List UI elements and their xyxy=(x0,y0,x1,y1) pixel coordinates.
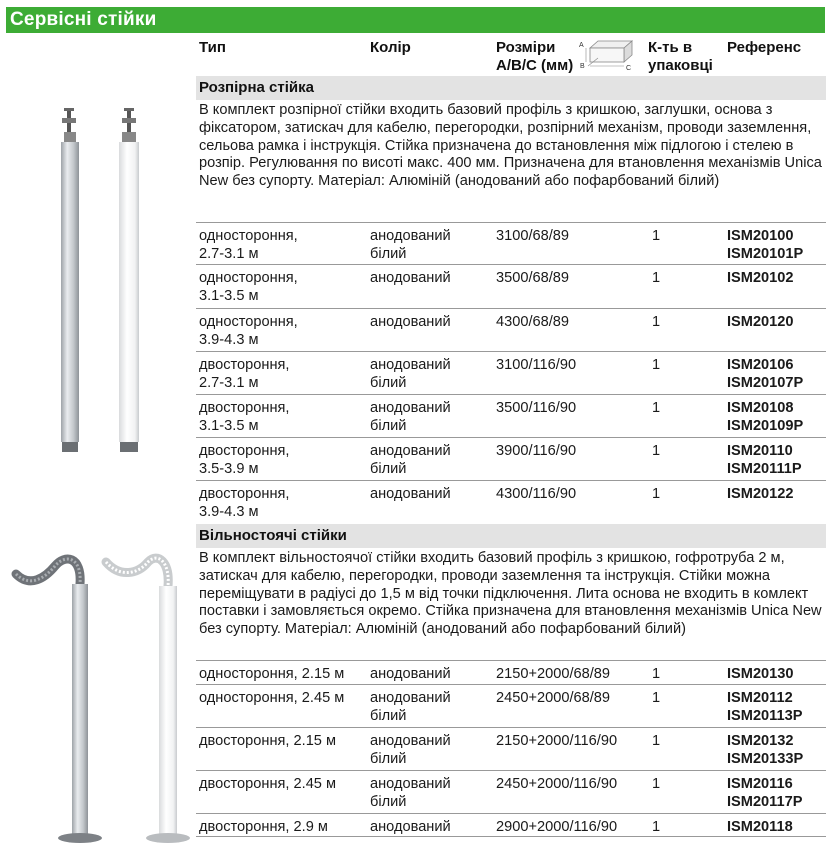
section-title-bar xyxy=(196,524,826,548)
cell-qty-line1: 1 xyxy=(652,443,661,459)
table-row xyxy=(196,684,826,728)
cell-type-line1: одностороння, xyxy=(199,228,298,244)
cell-qty-line1: 1 xyxy=(652,314,661,330)
cell-ref xyxy=(727,733,827,769)
white-freestanding-pole xyxy=(106,558,190,843)
table-row xyxy=(196,351,826,395)
cell-qty xyxy=(652,690,692,708)
cell-color xyxy=(370,733,490,769)
cell-color-line2: білий xyxy=(370,793,407,810)
cell-type-line2: 2.7-3.1 м xyxy=(199,245,259,262)
header-qty-line1: К-ть в xyxy=(648,39,693,56)
cell-size-line1: 3100/116/90 xyxy=(496,357,577,373)
cell-qty xyxy=(652,357,692,375)
cell-color-line2: білий xyxy=(370,417,407,434)
cell-color xyxy=(370,400,490,436)
anodised-freestanding-pole xyxy=(16,559,102,843)
table-bottom-rule xyxy=(196,836,826,837)
cell-type-line1: одностороння, xyxy=(199,270,298,286)
cell-color-line1: анодований xyxy=(370,228,451,244)
cell-ref xyxy=(727,228,827,264)
page-title-bar xyxy=(6,7,825,33)
cell-qty xyxy=(652,733,692,751)
cell-qty xyxy=(652,228,692,246)
cell-color-line1: анодований xyxy=(370,690,451,706)
cell-size-line1: 3100/68/89 xyxy=(496,228,570,244)
header-color: Колір xyxy=(370,39,411,56)
cell-ref-line1: ISM20112 xyxy=(727,690,793,706)
cell-size-line1: 2450+2000/68/89 xyxy=(496,690,611,706)
cell-size xyxy=(496,733,646,751)
header-size-line1: Розміри xyxy=(496,39,556,56)
cell-color-line2: білий xyxy=(370,707,407,724)
anodised-spreader-pole xyxy=(61,108,79,452)
header-qty xyxy=(648,39,713,75)
cell-type xyxy=(199,733,364,751)
cell-qty xyxy=(652,314,692,332)
cell-type xyxy=(199,357,364,393)
cell-ref xyxy=(727,690,827,726)
cell-ref xyxy=(727,819,827,837)
cell-size-line1: 2900+2000/116/90 xyxy=(496,819,618,835)
table-row xyxy=(196,308,826,352)
cell-qty xyxy=(652,776,692,794)
cell-qty-line1: 1 xyxy=(652,776,661,792)
cell-size xyxy=(496,690,646,708)
cell-qty xyxy=(652,400,692,418)
cell-ref-line2: ISM20107P xyxy=(727,374,804,391)
cell-size xyxy=(496,400,646,418)
cell-ref-line2: ISM20109P xyxy=(727,417,804,434)
cell-size-line1: 4300/116/90 xyxy=(496,486,577,502)
cell-color xyxy=(370,666,490,684)
dims-label-b: B xyxy=(580,63,585,70)
cell-qty-line1: 1 xyxy=(652,486,661,502)
dims-label-c: C xyxy=(626,65,632,72)
cell-ref-line1: ISM20122 xyxy=(727,486,794,502)
cell-qty xyxy=(652,486,692,504)
table-row xyxy=(196,394,826,438)
cell-ref-line1: ISM20130 xyxy=(727,666,794,682)
cell-ref-line2: ISM20113P xyxy=(727,707,803,724)
cell-ref xyxy=(727,666,827,684)
cell-ref xyxy=(727,357,827,393)
cell-size-line1: 2450+2000/116/90 xyxy=(496,776,618,792)
cell-color-line1: анодований xyxy=(370,666,451,682)
cell-type xyxy=(199,666,364,684)
table-row xyxy=(196,480,826,525)
section-description-freestanding: В комплект вільностоячої стійки входить базовий профіль з кришкою, гофротруба 2 м, затискач для кабелю, перегородки, проводи заземлення та інструкція. Стійки можна переміщувати в радіусі до 1,5 м від точки підключення. Лита основа не входить в комлект поставки і замовляється окремо. Стійка призначена для втановлення механізмів Unica New без супорту. Матеріал: Алюміній (анодований або пофарбований білий) xyxy=(199,550,822,638)
cell-type xyxy=(199,400,364,436)
cell-size-line1: 3900/116/90 xyxy=(496,443,577,459)
cell-type xyxy=(199,228,364,264)
dims-label-a: A xyxy=(579,42,584,49)
table-row xyxy=(196,813,826,837)
table-header xyxy=(196,38,826,74)
cell-qty-line1: 1 xyxy=(652,819,661,835)
cell-color-line1: анодований xyxy=(370,270,451,286)
header-ref: Референс xyxy=(727,39,802,56)
cell-type-line2: 2.7-3.1 м xyxy=(199,374,259,391)
cell-qty-line1: 1 xyxy=(652,400,661,416)
freestanding-poles-illustration xyxy=(10,548,190,848)
cell-qty-line1: 1 xyxy=(652,270,661,286)
cell-type-line1: двостороння, 2.45 м xyxy=(199,776,337,792)
cell-ref-line1: ISM20132 xyxy=(727,733,794,749)
cell-type-line1: одностороння, 2.45 м xyxy=(199,690,345,706)
cell-qty-line1: 1 xyxy=(652,690,661,706)
header-type: Тип xyxy=(199,39,226,56)
cell-type-line1: двостороння, 2.9 м xyxy=(199,819,328,835)
cell-type xyxy=(199,776,364,794)
cell-size-line1: 4300/68/89 xyxy=(496,314,570,330)
cell-qty-line1: 1 xyxy=(652,666,661,682)
cell-color xyxy=(370,690,490,726)
cell-color xyxy=(370,228,490,264)
cell-ref xyxy=(727,400,827,436)
cell-color xyxy=(370,776,490,812)
cell-color-line2: білий xyxy=(370,460,407,477)
cell-size xyxy=(496,270,646,288)
white-spreader-pole xyxy=(119,108,139,452)
cell-size-line1: 3500/116/90 xyxy=(496,400,577,416)
page-title: Сервісні стійки xyxy=(10,9,157,30)
cell-color-line1: анодований xyxy=(370,443,451,459)
cell-ref xyxy=(727,270,827,288)
cell-ref xyxy=(727,314,827,332)
cell-color-line1: анодований xyxy=(370,819,451,835)
table-row xyxy=(196,222,826,265)
cell-type-line1: двостороння, xyxy=(199,400,290,416)
cell-qty-line1: 1 xyxy=(652,357,661,373)
cell-color xyxy=(370,486,490,504)
cell-color xyxy=(370,357,490,393)
cell-color xyxy=(370,270,490,288)
cell-type xyxy=(199,819,364,837)
cell-color-line1: анодований xyxy=(370,776,451,792)
cell-color-line1: анодований xyxy=(370,733,451,749)
cell-size xyxy=(496,314,646,332)
cell-type-line1: двостороння, xyxy=(199,486,290,502)
cell-color-line1: анодований xyxy=(370,400,451,416)
cell-ref-line1: ISM20108 xyxy=(727,400,794,416)
cell-ref xyxy=(727,776,827,812)
cell-ref-line1: ISM20110 xyxy=(727,443,793,459)
cell-color xyxy=(370,443,490,479)
header-size-line2: A/B/C (мм) xyxy=(496,57,574,74)
cell-type-line2: 3.1-3.5 м xyxy=(199,287,259,304)
cell-color-line1: анодований xyxy=(370,314,451,330)
cell-color xyxy=(370,819,490,837)
section-title-freestanding: Вільностоячі стійки xyxy=(199,527,347,544)
cell-color xyxy=(370,314,490,332)
cell-type xyxy=(199,690,364,708)
cell-ref-line2: ISM20101P xyxy=(727,245,804,262)
cell-type-line2: 3.9-4.3 м xyxy=(199,503,259,520)
cell-type-line1: двостороння, xyxy=(199,357,290,373)
cell-qty xyxy=(652,666,692,684)
cell-ref-line2: ISM20111P xyxy=(727,460,802,477)
cell-size xyxy=(496,357,646,375)
cell-size-line1: 3500/68/89 xyxy=(496,270,570,286)
table-row xyxy=(196,437,826,481)
cell-type-line1: двостороння, 2.15 м xyxy=(199,733,337,749)
cell-qty xyxy=(652,270,692,288)
table-row xyxy=(196,264,826,309)
cell-type-line1: одностороння, 2.15 м xyxy=(199,666,345,682)
cell-color-line2: білий xyxy=(370,374,407,391)
section-title-spreader: Розпірна стійка xyxy=(199,79,314,96)
cell-qty xyxy=(652,819,692,837)
cell-qty xyxy=(652,443,692,461)
cell-ref-line2: ISM20117P xyxy=(727,793,803,810)
spreader-poles-illustration xyxy=(40,100,170,480)
cell-ref-line1: ISM20120 xyxy=(727,314,794,330)
cell-type xyxy=(199,443,364,479)
cell-size xyxy=(496,443,646,461)
section-description-spreader: В комплект розпірної стійки входить базовий профіль з кришкою, заглушки, основа з фіксатором, затискач для кабелю, перегородки, розпірний механізм, проводи заземлення, сельова рамка і інструкція. Стійка призначена до встановлення між підлогою і стелею в розпір. Регулювання по висоті макс. 400 мм. Призначена для втановлення механізмів Unica New без супорту. Матеріал: Алюміній (анодований або пофарбований білий) xyxy=(199,102,822,190)
cell-ref-line1: ISM20106 xyxy=(727,357,794,373)
section-title-bar xyxy=(196,76,826,100)
cell-ref xyxy=(727,443,827,479)
cell-ref-line1: ISM20102 xyxy=(727,270,794,286)
cell-size xyxy=(496,228,646,246)
cell-size-line1: 2150+2000/116/90 xyxy=(496,733,618,749)
cell-type-line2: 3.5-3.9 м xyxy=(199,460,259,477)
cell-ref-line1: ISM20118 xyxy=(727,819,793,835)
cell-size xyxy=(496,819,646,837)
cell-qty-line1: 1 xyxy=(652,733,661,749)
cell-type-line1: одностороння, xyxy=(199,314,298,330)
cell-qty-line1: 1 xyxy=(652,228,661,244)
header-qty-line2: упаковці xyxy=(648,57,713,74)
cell-color-line2: білий xyxy=(370,750,407,767)
cell-ref xyxy=(727,486,827,504)
cell-type-line2: 3.1-3.5 м xyxy=(199,417,259,434)
table-row xyxy=(196,727,826,771)
table-row xyxy=(196,770,826,814)
cell-size xyxy=(496,486,646,504)
box-dimensions-icon xyxy=(576,38,642,72)
cell-ref-line1: ISM20116 xyxy=(727,776,793,792)
cell-color-line1: анодований xyxy=(370,486,451,502)
cell-type xyxy=(199,314,364,350)
cell-type-line2: 3.9-4.3 м xyxy=(199,331,259,348)
cell-color-line1: анодований xyxy=(370,357,451,373)
table-row xyxy=(196,660,826,685)
cell-size xyxy=(496,776,646,794)
cell-size xyxy=(496,666,646,684)
header-size xyxy=(496,39,573,75)
cell-type xyxy=(199,486,364,522)
cell-size-line1: 2150+2000/68/89 xyxy=(496,666,611,682)
cell-type-line1: двостороння, xyxy=(199,443,290,459)
cell-color-line2: білий xyxy=(370,245,407,262)
cell-ref-line1: ISM20100 xyxy=(727,228,794,244)
cell-ref-line2: ISM20133P xyxy=(727,750,804,767)
cell-type xyxy=(199,270,364,306)
